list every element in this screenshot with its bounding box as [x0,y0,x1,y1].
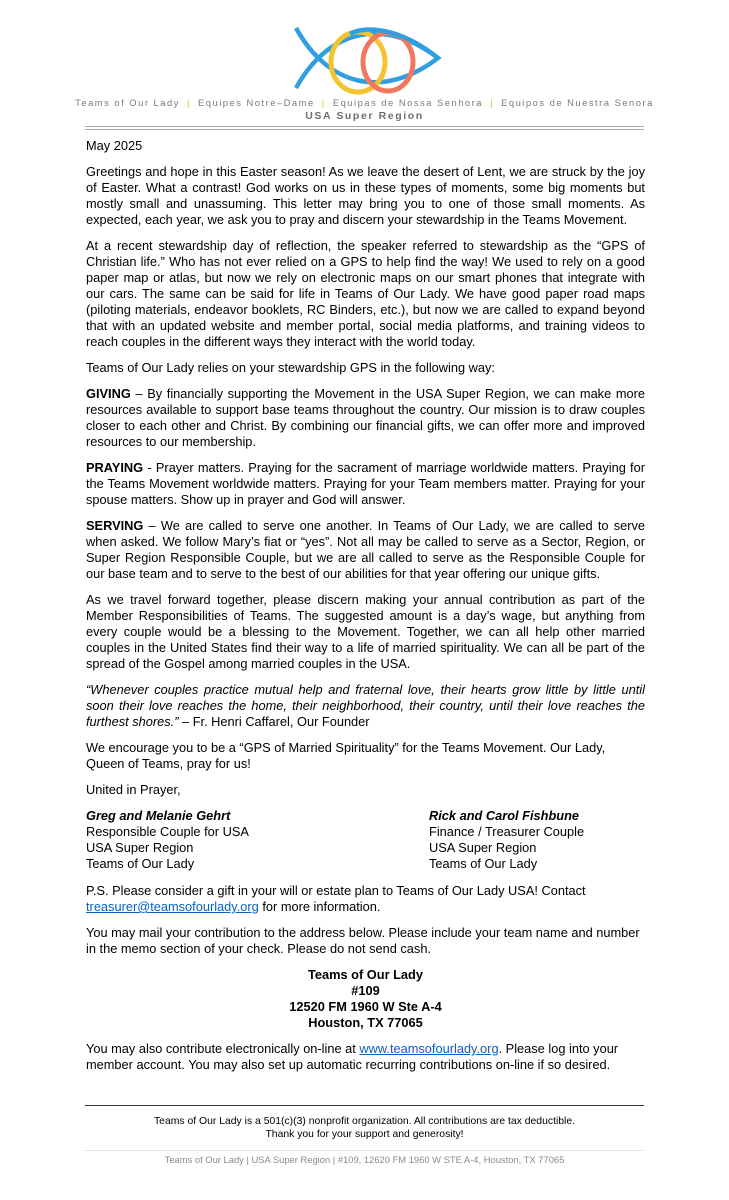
footer-line-thanks: Thank you for your support and generosity! [265,1129,464,1140]
paragraph-online [86,1041,645,1073]
paragraph-quote [86,682,645,730]
ps-text: P.S. Please consider a gift in your will or estate plan to Teams of Our Lady USA! Contact [86,883,586,898]
signer-region: USA Super Region [86,840,194,855]
org-name-fr: Equipes Notre–Dame [198,97,315,108]
signer-role: Finance / Treasurer Couple [429,824,585,839]
paragraph-serving [86,518,645,582]
letter-body [86,138,645,1083]
signature-left [86,808,429,872]
paragraph-giving [86,386,645,450]
giving-text: – By financially supporting the Movement in the USA Super Region, we can make more resources available to support base teams throughout the country. Our mission is to draw couples closer to each other and Christ. By combining our financial gifts, we can offer more and improved resources to our membership. [86,386,645,449]
signer-name: Rick and Carol Fishbune [429,808,580,823]
org-name-pt: Equipas de Nossa Senhora [332,97,483,108]
address-line: #109 [351,983,380,998]
org-name-es: Equipos de Nuestra Senora [501,97,654,108]
signer-org: Teams of Our Lady [86,856,195,871]
praying-text: - Prayer matters. Praying for the sacrament of marriage worldwide matters. Praying for the Teams Movement worldwide matters. Praying for your Team members matter. Praying for your spouse matters. Show up in prayer and God will answer. [86,460,645,507]
closing: United in Prayer, [86,782,181,797]
treasurer-email-link[interactable]: treasurer@teamsofourlady.org [86,899,259,914]
header-rule [85,129,644,130]
org-separator: | [321,97,326,108]
online-after: . Please log into your member account. You may also set up automatic recurring contributions on-line if so desired. [86,1041,619,1072]
quote-text: “Whenever couples practice mutual help and fraternal love, their hearts grow little by little until soon their love reaches the home, their neighborhood, their country, until their love reaches the furthest shores.” [86,682,645,729]
org-separator: | [186,97,191,108]
signer-role: Responsible Couple for USA [86,824,249,839]
org-name-en: Teams of Our Lady [75,97,180,108]
paragraph-ps [86,883,645,915]
teams-logo [288,18,444,98]
paragraph-contribution: As we travel forward together, please discern making your annual contribution as part of the Member Responsibilities of Teams. The suggested amount is a day’s wage, but anything from every couple would be a blessing to the Movement. Together, we can all help other married couples in the United States find their way to a life of married spirituality. We can all be part of the spread of the Gospel among married couples in the USA. [86,592,645,671]
footer-line-tax: Teams of Our Lady is a 501(c)(3) nonprofit organization. All contributions are tax deductible. [153,1116,576,1127]
region-title: USA Super Region [305,110,424,122]
serving-text: – We are called to serve one another. In Teams of Our Lady, we are called to serve when asked. We follow Mary’s fiat or “yes”. Not all may be called to serve as a Sector, Region, or Super Region Responsible Couple, but we are all called to serve as the Responsible Couple for our base team and to serve to the best of our abilities for that year offering our unique gifts. [86,518,645,581]
footer-address-line: Teams of Our Lady | USA Super Region | #109, 12620 FM 1960 W STE A-4, Houston, TX 77065 [164,1154,565,1165]
ps-after: for more information. [258,899,381,914]
org-separator: | [490,97,495,108]
footer-rule [85,1105,644,1106]
signature-right [429,808,645,872]
mailing-address [86,967,645,1031]
signer-name: Greg and Melanie Gehrt [86,808,231,823]
paragraph-mail: You may mail your contribution to the address below. Please include your team name and number in the memo section of your check. Please do not send cash. [86,925,640,956]
signer-region: USA Super Region [429,840,537,855]
serving-label: SERVING [86,518,144,533]
paragraph-praying [86,460,645,508]
online-text: You may also contribute electronically on-line at [86,1041,360,1056]
paragraph-encourage: We encourage you to be a “GPS of Married Spirituality” for the Teams Movement. Our Lady, Queen of Teams, pray for us! [86,740,606,771]
address-line: 12520 FM 1960 W Ste A-4 [289,999,442,1014]
address-line: Houston, TX 77065 [308,1015,423,1030]
address-line: Teams of Our Lady [308,967,423,982]
org-names-line [0,97,729,108]
paragraph-intro: Teams of Our Lady relies on your stewardship GPS in the following way: [86,360,495,375]
letter-date: May 2025 [86,138,143,153]
header-rule [85,126,644,127]
ring-yellow [331,32,385,92]
signatures [86,808,645,872]
website-link[interactable]: www.teamsofourlady.org [359,1041,499,1056]
paragraph-gps: At a recent stewardship day of reflection, the speaker referred to stewardship as the “GPS of Christian life.” Who has not ever relied on a GPS to help find the way! We used to rely on a good paper map or atlas, but now we rely on electronic maps on our smart phones that integrate with our cars. The same can be said for life in Teams of Our Lady. We have good paper road maps (piloting materials, endeavor booklets, RC Binders, etc.), but now we are called to expand beyond that with an updated website and member portal, social media platforms, and training videos to reach couples in the different ways they interact with the world today. [86,238,645,349]
signer-org: Teams of Our Lady [429,856,538,871]
praying-label: PRAYING [86,460,144,475]
quote-attribution: – Fr. Henri Caffarel, Our Founder [178,714,370,729]
giving-label: GIVING [86,386,131,401]
footer-divider [85,1150,644,1151]
footer-note [85,1115,644,1141]
paragraph-greeting: Greetings and hope in this Easter season! As we leave the desert of Lent, we are struck by the joy of Easter. What a contrast! God works on us in these types of moments, some big moments but mostly small and unassuming. This letter may bring you to one of those small moments. As expected, each year, we ask you to pray and discern your stewardship in the Teams Movement. [86,164,645,227]
